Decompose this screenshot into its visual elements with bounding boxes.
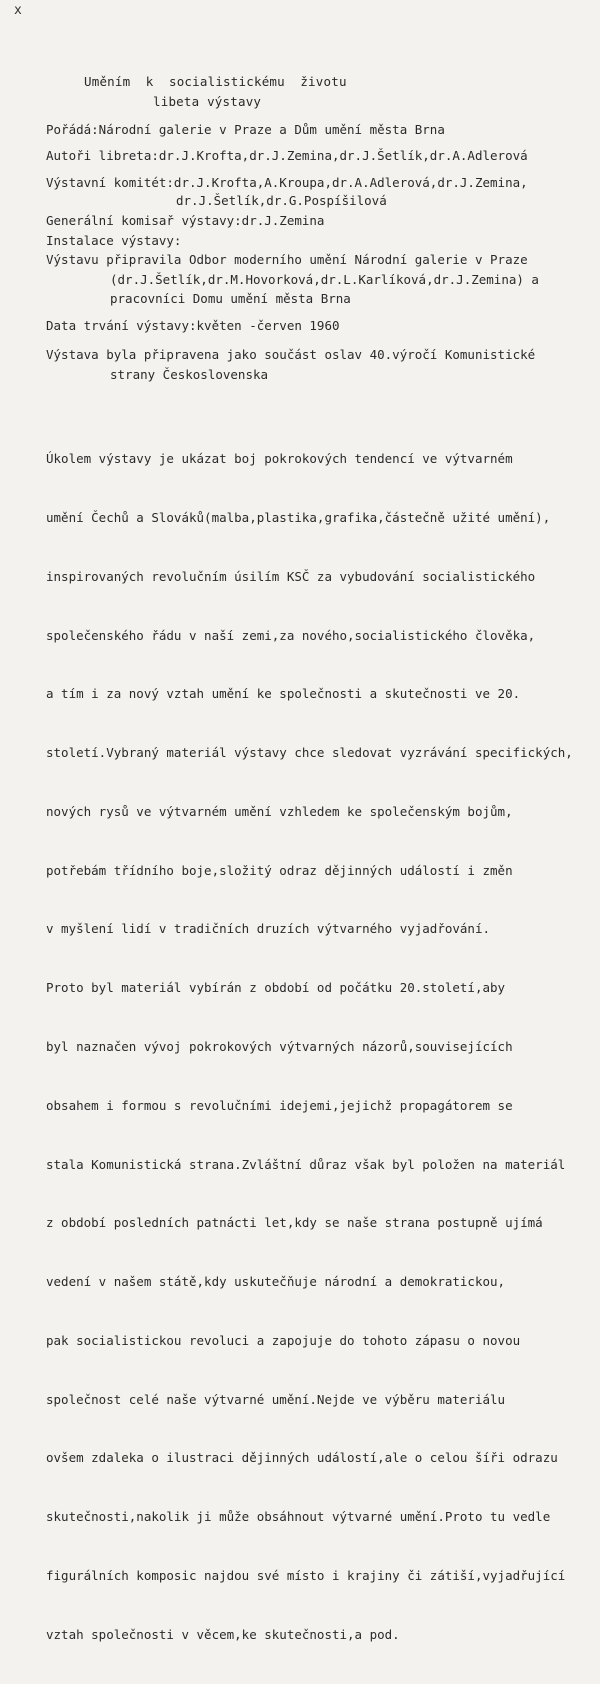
body-line: skutečnosti,nakolik ji může obsáhnout výtvarné umění.Proto tu vedle [46, 1509, 551, 1525]
body-line: století.Vybraný materiál výstavy chce sledovat vyzrávání specifických, [46, 745, 573, 761]
title-line-1: Uměním k socialistickému životu [84, 74, 347, 89]
body-line: vztah společnosti v věcem,ke skutečnosti,a pod. [46, 1626, 400, 1642]
body-line: v myšlení lidí v tradičních druzích výtvarného vyjadřování. [46, 921, 491, 937]
title-line-2: libeta výstavy [153, 94, 262, 109]
body-line: umění Čechů a Slováků(malba,plastika,grafika,částečně užité umění), [46, 509, 551, 525]
body-line: ovšem zdaleka o ilustraci dějinných událostí,ale o celou šíři odrazu [46, 1450, 558, 1466]
corner-mark: x [14, 3, 22, 18]
prepared-line-3: pracovníci Domu umění města Brna [110, 291, 351, 306]
authors-line: Autoři libreta:dr.J.Krofta,dr.J.Zemina,dr.J.Šetlík,dr.A.Adlerová [46, 148, 528, 163]
body-line: Úkolem výstavy je ukázat boj pokrokových tendencí ve výtvarném [46, 451, 513, 467]
body-line: Proto byl materiál vybírán z období od počátku 20.století,aby [46, 980, 506, 996]
body-line: vedení v našem státě,kdy uskutečňuje národní a demokratickou, [46, 1274, 506, 1290]
body-line: inspirovaných revolučním úsilím KSČ za vybudování socialistického [46, 568, 536, 584]
celebration-line-1: Výstava byla připravena jako součást oslav 40.výročí Komunistické [46, 347, 536, 362]
body-line: byl naznačen vývoj pokrokových výtvarných názorů,souvisejících [46, 1039, 513, 1054]
body-line: společenského řádu v naší zemi,za nového,socialistického člověka, [46, 627, 536, 643]
committee-line-2: dr.J.Šetlík,dr.G.Pospíšilová [176, 193, 387, 208]
prepared-line-1: Výstavu připravila Odbor moderního umění Národní galerie v Praze [46, 252, 528, 267]
prepared-line-2: (dr.J.Šetlík,dr.M.Hovorková,dr.L.Karlíková,dr.J.Zemina) a [110, 272, 539, 287]
body-line: a tím i za nový vztah umění ke společnosti a skutečnosti ve 20. [46, 686, 521, 702]
body-line: společnost celé naše výtvarné umění.Nejde ve výběru materiálu [46, 1391, 506, 1407]
installation-heading: Instalace výstavy: [46, 233, 182, 248]
committee-line-1: Výstavní komitét:dr.J.Krofta,A.Kroupa,dr.A.Adlerová,dr.J.Zemina, [46, 175, 528, 190]
body-line: nových rysů ve výtvarném umění vzhledem ke společenským bojům, [46, 803, 513, 819]
body-line: z období posledních patnácti let,kdy se naše strana postupně ujímá [46, 1215, 543, 1231]
body-line: obsahem i formou s revolučními idejemi,jejichž propagátorem se [46, 1097, 513, 1113]
body-line: pak socialistickou revoluci a zapojuje do tohoto zápasu o novou [46, 1332, 521, 1348]
commissioner-line: Generální komisař výstavy:dr.J.Zemina [46, 213, 325, 228]
duration-line: Data trvání výstavy:květen -červen 1960 [46, 318, 340, 333]
body-line: potřebám třídního boje,složitý odraz dějinných událostí i změn [46, 862, 513, 878]
body-paragraph [46, 410, 586, 1684]
body-line: figurálních komposic najdou své místo i krajiny či zátiší,vyjadřující [46, 1568, 566, 1584]
organizer-line: Pořádá:Národní galerie v Praze a Dům umění města Brna [46, 122, 445, 137]
body-line: stala Komunistická strana.Zvláštní důraz však byl položen na materiál [46, 1156, 566, 1172]
celebration-line-2: strany Československa [110, 367, 269, 382]
